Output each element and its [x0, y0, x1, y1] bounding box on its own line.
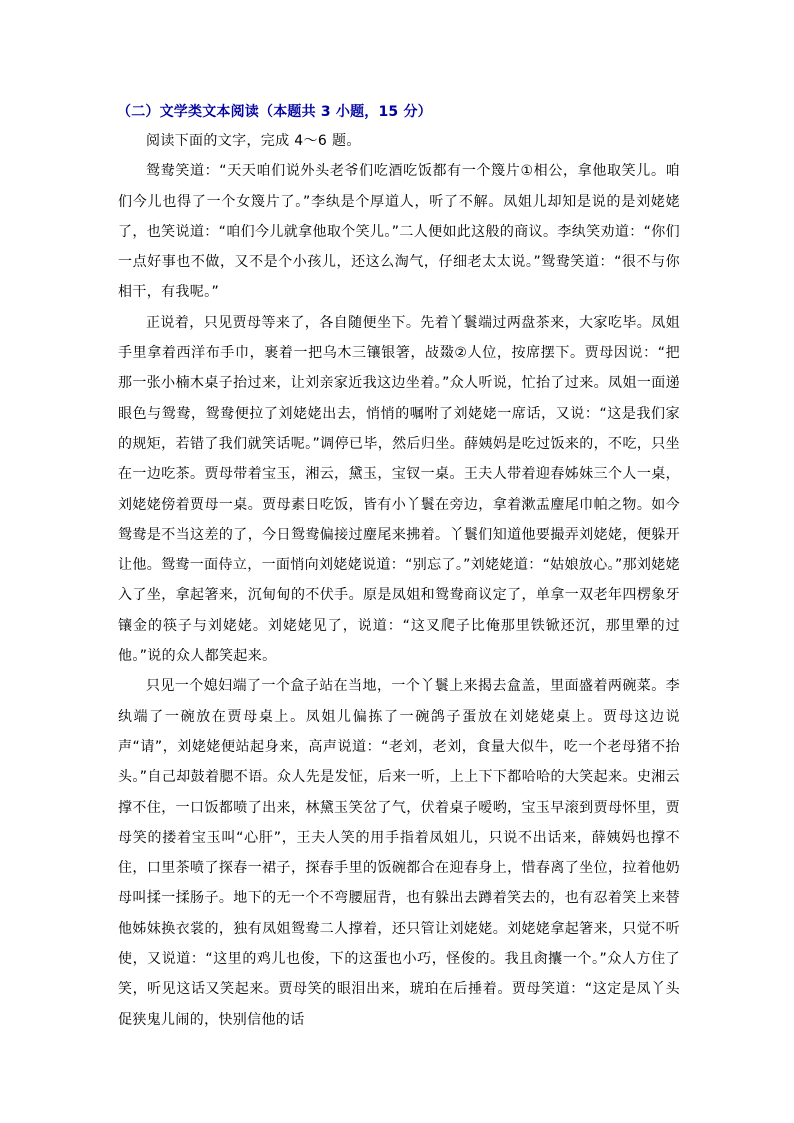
section-title: （二）文学类文本阅读（本题共 3 小题，15 分）	[117, 104, 432, 120]
passage-paragraph-3: 只见一个媳妇端了一个盒子站在当地，一个丫鬟上来揭去盒盖，里面盛着两碗菜。李纨端了一碗放在贾母桌上。凤姐儿偏拣了一碗鸽子蛋放在刘姥姥桌上。贾母这边说声“请”，刘姥姥便站起身来，高声说道：“老刘，老刘，食量大似牛，吃一个老母猪不抬头。”自己却鼓着腮不语。众人先是发怔，后来一听，上上下下都哈哈的大笑起来。史湘云撑不住，一口饭都喷了出来，林黛玉笑岔了气，伏着桌子嗳哟，宝玉早滚到贾母怀里，贾母笑的搂着宝玉叫“心肝”，王夫人笑的用手指着凤姐儿，只说不出话来，薛姨妈也撑不住，口里茶喷了探春一裙子，探春手里的饭碗都合在迎春身上，惜春离了坐位，拉着他奶母叫揉一揉肠子。地下的无一个不弯腰屈背，也有躲出去蹲着笑去的，也有忍着笑上来替他姊妹换衣裳的，独有凤姐鸳鸯二人撑着，还只管让刘姥姥。刘姥姥拿起箸来，只觉不听使，又说道：“这里的鸡儿也俊，下的这蛋也小巧，怪俊的。我且肏攮一个。”众人方住了笑，听见这话又笑起来。贾母笑的眼泪出来，琥珀在后捶着。贾母笑道：“这定是凤丫头促狭鬼儿闹的，快别信他的话	[118, 678, 680, 1028]
instruction-paragraph: 阅读下面的文字，完成 4～6 题。	[146, 133, 361, 149]
passage-paragraph-1: 鸳鸯笑道：“天天咱们说外头老爷们吃酒吃饭都有一个篾片①相公，拿他取笑儿。咱们今儿也得了一个女篾片了。”李纨是个厚道人，听了不解。凤姐儿却知是说的是刘姥姥了，也笑说道：“咱们今儿就拿他取个笑儿。”二人便如此这般的商议。李纨笑劝道：“你们一点好事也不做，又不是个小孩儿，还这么淘气，仔细老太太说。”鸳鸯笑道：“很不与你相干，有我呢。”	[118, 163, 680, 301]
page-bottom-margin	[0, 1046, 794, 1123]
passage-paragraph-2: 正说着，只见贾母等来了，各自随便坐下。先着丫鬟端过两盘茶来，大家吃毕。凤姐手里拿着西洋布手巾，裹着一把乌木三镶银箸，敁敠②人位，按席摆下。贾母因说：“把那一张小楠木桌子抬过来，让刘亲家近我这边坐着。”众人听说，忙抬了过来。凤姐一面递眼色与鸳鸯，鸳鸯便拉了刘姥姥出去，悄悄的嘱咐了刘姥姥一席话，又说：“这是我们家的规矩，若错了我们就笑话呢。”调停已毕，然后归坐。薛姨妈是吃过饭来的，不吃，只坐在一边吃茶。贾母带着宝玉，湘云，黛玉，宝钗一桌。王夫人带着迎春姊妹三个人一桌，刘姥姥傍着贾母一桌。贾母素日吃饭，皆有小丫鬟在旁边，拿着漱盂麈尾巾帕之物。如今鸳鸯是不当这差的了，今日鸳鸯偏接过麈尾来拂着。丫鬟们知道他要撮弄刘姥姥，便躲开让他。鸳鸯一面侍立，一面悄向刘姥姥说道：“别忘了。”刘姥姥道：“姑娘放心。”那刘姥姥入了坐，拿起箸来，沉甸甸的不伏手。原是凤姐和鸳鸯商议定了，单拿一双老年四楞象牙镶金的筷子与刘姥姥。刘姥姥见了，说道：“这叉爬子比俺那里铁锨还沉，那里犟的过他。”说的众人都笑起来。	[118, 314, 680, 665]
reading-passage	[118, 126, 680, 1035]
